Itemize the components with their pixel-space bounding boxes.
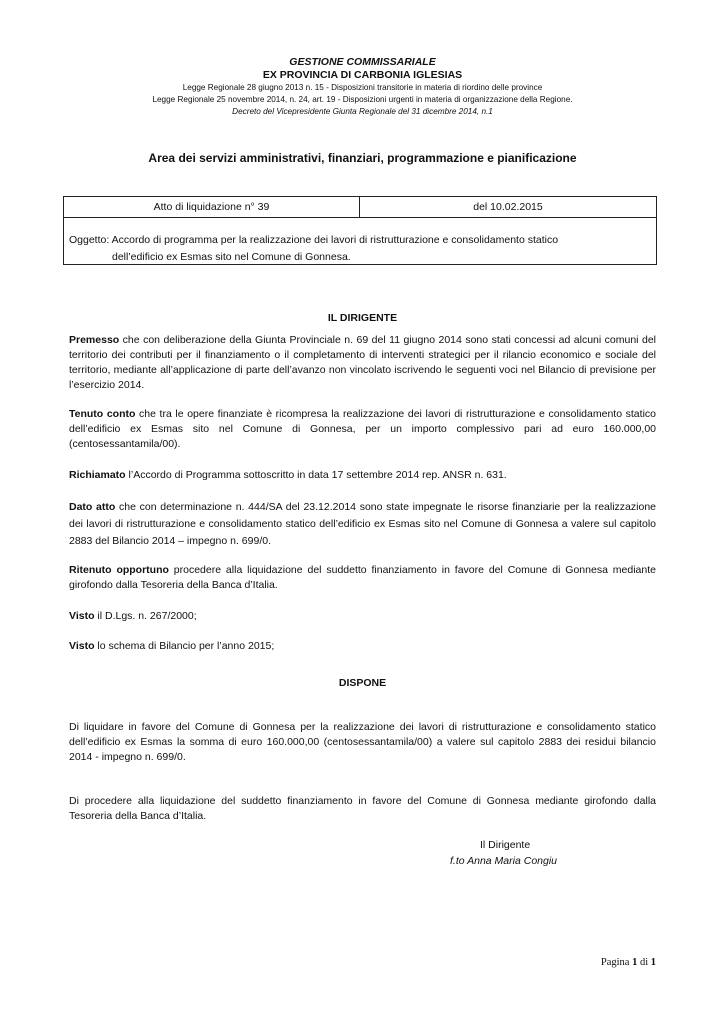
act-date: del 10.02.2015	[473, 201, 543, 213]
paragraph-premesso	[69, 333, 656, 393]
page-current: 1	[632, 957, 638, 968]
disposition-liquidare: Di liquidare in favore del Comune di Gonnesa per la realizzazione dei lavori di ristrutturazione e consolidamento statico dell’edificio ex Esmas la somma di euro 160.000,00 (centosessantamila/00) a valere sul capitolo 2883 dei residui bilancio 2014 - impegno n. 699/0.	[69, 721, 656, 763]
act-table	[63, 196, 657, 265]
paragraph-lead: Richiamato	[69, 469, 126, 481]
disposition-procedere: Di procedere alla liquidazione del suddetto finanziamento in favore del Comune di Gonnesa mediante girofondo dalla Tesoreria della Banca d’Italia.	[69, 795, 656, 822]
paragraph-text: lo schema di Bilancio per l’anno 2015;	[94, 640, 275, 652]
act-subject-line-1: Oggetto: Accordo di programma per la realizzazione dei lavori di ristrutturazione e consolidamento statico	[69, 234, 559, 246]
page-total: 1	[650, 957, 656, 968]
section-heading-dirigente: IL DIRIGENTE	[327, 312, 398, 324]
paragraph-lead: Ritenuto opportuno	[69, 564, 169, 576]
paragraph-tenuto-conto	[69, 407, 656, 452]
paragraph-lead: Premesso	[69, 334, 120, 346]
header-decree: Decreto del Vicepresidente Giunta Regionale del 31 dicembre 2014, n.1	[232, 107, 493, 116]
act-subject-line-2: dell’edificio ex Esmas sito nel Comune di Gonnesa.	[112, 251, 351, 263]
act-header-row	[64, 197, 656, 218]
paragraph-lead: Visto	[69, 610, 95, 622]
area-title: Area dei servizi amministrativi, finanziari, programmazione e pianificazione	[148, 151, 577, 165]
paragraph-lead: Dato atto	[69, 501, 116, 513]
page-separator: di	[637, 957, 651, 968]
paragraph-dato-atto	[69, 499, 656, 550]
paragraph-richiamato	[69, 468, 656, 483]
paragraph-text: l’Accordo di Programma sottoscritto in data 17 settembre 2014 rep. ANSR n. 631.	[125, 469, 507, 481]
paragraph-lead: Tenuto conto	[69, 408, 136, 420]
paragraph-text: procedere alla liquidazione del suddetto finanziamento in favore del Comune di Gonnesa mediante girofondo dalla Tesoreria della Banca d’Italia.	[69, 564, 656, 591]
paragraph-text: che tra le opere finanziate è ricompresa la realizzazione dei lavori di ristrutturazione e consolidamento statico dell’edificio ex Esmas sito nel Comune di Gonnesa, per un importo complessivo pari ad euro 160.000,00 (centosessantamila/00).	[69, 408, 656, 450]
page-number	[601, 957, 656, 968]
section-heading-dispone: DISPONE	[338, 677, 387, 689]
header-law-1: Legge Regionale 28 giugno 2013 n. 15 - Disposizioni transitorie in materia di riordino delle province	[182, 83, 543, 92]
page-prefix: Pagina	[600, 957, 633, 968]
paragraph-visto-bilancio	[69, 639, 656, 654]
signature-name: f.to Anna Maria Congiu	[450, 855, 558, 867]
paragraph-ritenuto	[69, 563, 656, 593]
signature-title: Il Dirigente	[480, 839, 531, 851]
paragraph-visto-dlgs	[69, 609, 656, 624]
paragraph-text: il D.Lgs. n. 267/2000;	[94, 610, 197, 622]
paragraph-text: che con determinazione n. 444/SA del 23.12.2014 sono state impegnate le risorse finanziarie per la realizzazione dei lavori di ristrutturazione e consolidamento statico dell’edificio ex Esmas sito nel Comune di Gonnesa a valere sul capitolo 2883 del Bilancio 2014 – impegno n. 699/0.	[69, 501, 656, 547]
header-title: GESTIONE COMMISSARIALE	[289, 56, 436, 68]
paragraph-text: che con deliberazione della Giunta Provinciale n. 69 del 11 giugno 2014 sono stati concessi ad alcuni comuni del territorio dei contributi per il finanziamento o il completamento di interventi strategici per il rilancio economico e sociale del territorio, mediante all’applicazione di parte dell’avanzo non vincolato iscrivendo le seguenti voci nel Bilancio di previsione per l’esercizio 2014.	[69, 334, 656, 391]
act-number: Atto di liquidazione n° 39	[64, 197, 360, 217]
paragraph-lead: Visto	[69, 640, 95, 652]
header-law-2: Legge Regionale 25 novembre 2014, n. 24, art. 19 - Disposizioni urgenti in materia di organizzazione della Regione.	[152, 95, 573, 104]
header-subtitle: EX PROVINCIA DI CARBONIA IGLESIAS	[262, 69, 463, 81]
